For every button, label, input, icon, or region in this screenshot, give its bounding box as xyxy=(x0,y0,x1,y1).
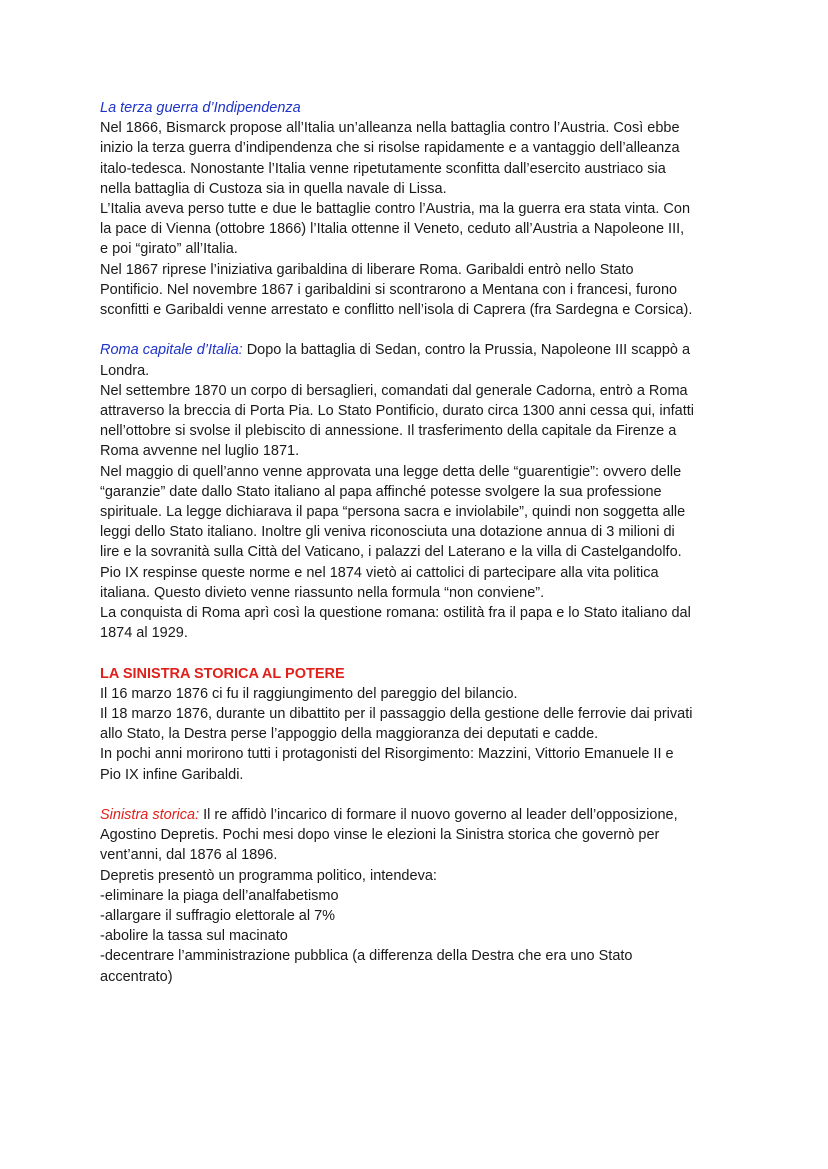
paragraph-line: Roma avvenne nel luglio 1871. xyxy=(100,443,300,460)
paragraph-line: Agostino Depretis. Pochi mesi dopo vinse le elezioni la Sinistra storica che governò per xyxy=(100,827,660,844)
paragraph-line: vent’anni, dal 1876 al 1896. xyxy=(100,847,278,864)
paragraph-line: 1874 al 1929. xyxy=(100,625,188,642)
paragraph-line: allo Stato, la Destra perse l’appoggio della maggioranza dei deputati e cadde. xyxy=(100,726,599,743)
paragraph-line: italiana. Questo divieto venne riassunto nella formula “non conviene”. xyxy=(100,584,545,601)
list-item: -abolire la tassa sul macinato xyxy=(100,928,288,945)
paragraph-line: Pontificio. Nel novembre 1867 i garibaldini si scontrarono a Mentana con i francesi, furono xyxy=(100,281,678,298)
list-item: -allargare il suffragio elettorale al 7% xyxy=(100,908,336,925)
paragraph-line: attraverso la breccia di Porta Pia. Lo Stato Pontificio, durato circa 1300 anni cessa qui, infatti xyxy=(100,403,695,420)
section-label: Roma capitale d’Italia: xyxy=(100,342,243,359)
paragraph-line: spirituale. La legge dichiarava il papa “persona sacra e inviolabile”, quindi non soggetta alle xyxy=(100,504,686,521)
section-terza-guerra xyxy=(100,98,732,320)
section-sinistra-potere xyxy=(100,664,732,785)
paragraph-line xyxy=(100,805,732,825)
paragraph-line: Depretis presentò un programma politico, intendeva: xyxy=(100,867,437,884)
paragraph-line: Nel 1866, Bismarck propose all’Italia un’alleanza nella battaglia contro l’Austria. Così ebbe xyxy=(100,120,680,137)
paragraph-line: italo-tedesca. Nonostante l’Italia venne ripetutamente sconfitta dall’esercito austriaco sia xyxy=(100,160,666,177)
paragraph-line: In pochi anni morirono tutti i protagonisti del Risorgimento: Mazzini, Vittorio Emanuele II e xyxy=(100,746,674,763)
paragraph-line xyxy=(100,340,732,360)
paragraph-text: Il re affidò l’incarico di formare il nuovo governo al leader dell’opposizione, xyxy=(199,807,678,824)
paragraph-line: inizio la terza guerra d’indipendenza che si risolse rapidamente e a vantaggio dell’alleanza xyxy=(100,140,680,157)
paragraph-line: accentrato) xyxy=(100,968,173,985)
section-sinistra-storica xyxy=(100,805,732,987)
section-roma-capitale xyxy=(100,340,732,643)
paragraph-line: e poi “girato” all’Italia. xyxy=(100,241,238,258)
paragraph-line: Pio IX respinse queste norme e nel 1874 vietò ai cattolici di partecipare alla vita politica xyxy=(100,564,659,581)
list-item: -eliminare la piaga dell’analfabetismo xyxy=(100,887,339,904)
paragraph-line: Il 18 marzo 1876, durante un dibattito per il passaggio della gestione delle ferrovie dai privati xyxy=(100,706,693,723)
paragraph-line: lire e la sovranità sulla Città del Vaticano, i palazzi del Laterano e la villa di Castelgandolfo. xyxy=(100,544,682,561)
document-page xyxy=(100,98,732,1007)
paragraph-line: sconfitti e Garibaldi venne arrestato e conflitto nell’isola di Caprera (fra Sardegna e Corsica). xyxy=(100,302,693,319)
paragraph-line: Nel 1867 riprese l’iniziativa garibaldina di liberare Roma. Garibaldi entrò nello Stato xyxy=(100,261,634,278)
paragraph-line: Nel maggio di quell’anno venne approvata una legge detta delle “guarentigie”: ovvero delle xyxy=(100,463,682,480)
list-item: -decentrare l’amministrazione pubblica (a differenza della Destra che era uno Stato xyxy=(100,948,633,965)
paragraph-line: Il 16 marzo 1876 ci fu il raggiungimento del pareggio del bilancio. xyxy=(100,685,518,702)
paragraph-line: la pace di Vienna (ottobre 1866) l’Italia ottenne il Veneto, ceduto all’Austria a Napoleone III, xyxy=(100,221,685,238)
paragraph-line: nella battaglia di Custoza sia in quella navale di Lissa. xyxy=(100,180,447,197)
paragraph-line: Pio IX infine Garibaldi. xyxy=(100,766,244,783)
paragraph-line: Londra. xyxy=(100,362,150,379)
section-heading: LA SINISTRA STORICA AL POTERE xyxy=(100,665,345,682)
paragraph-text: Dopo la battaglia di Sedan, contro la Prussia, Napoleone III scappò a xyxy=(242,342,691,359)
paragraph-line: Nel settembre 1870 un corpo di bersaglieri, comandati dal generale Cadorna, entrò a Roma xyxy=(100,382,688,399)
paragraph-line: leggi dello Stato italiano. Inoltre gli veniva riconosciuta una dotazione annua di 3 milioni di xyxy=(100,524,675,541)
paragraph-line: “garanzie” date dallo Stato italiano al papa affinché potesse svolgere la sua professione xyxy=(100,483,662,500)
paragraph-line: L’Italia aveva perso tutte e due le battaglie contro l’Austria, ma la guerra era stata vinta. Con xyxy=(100,201,691,218)
section-heading: La terza guerra d’Indipendenza xyxy=(100,100,301,116)
paragraph-line: La conquista di Roma aprì così la questione romana: ostilità fra il papa e lo Stato italiano dal xyxy=(100,605,691,622)
paragraph-line: nell’ottobre si svolse il plebiscito di annessione. Il trasferimento della capitale da Firenze a xyxy=(100,423,677,440)
section-label: Sinistra storica: xyxy=(100,807,200,824)
